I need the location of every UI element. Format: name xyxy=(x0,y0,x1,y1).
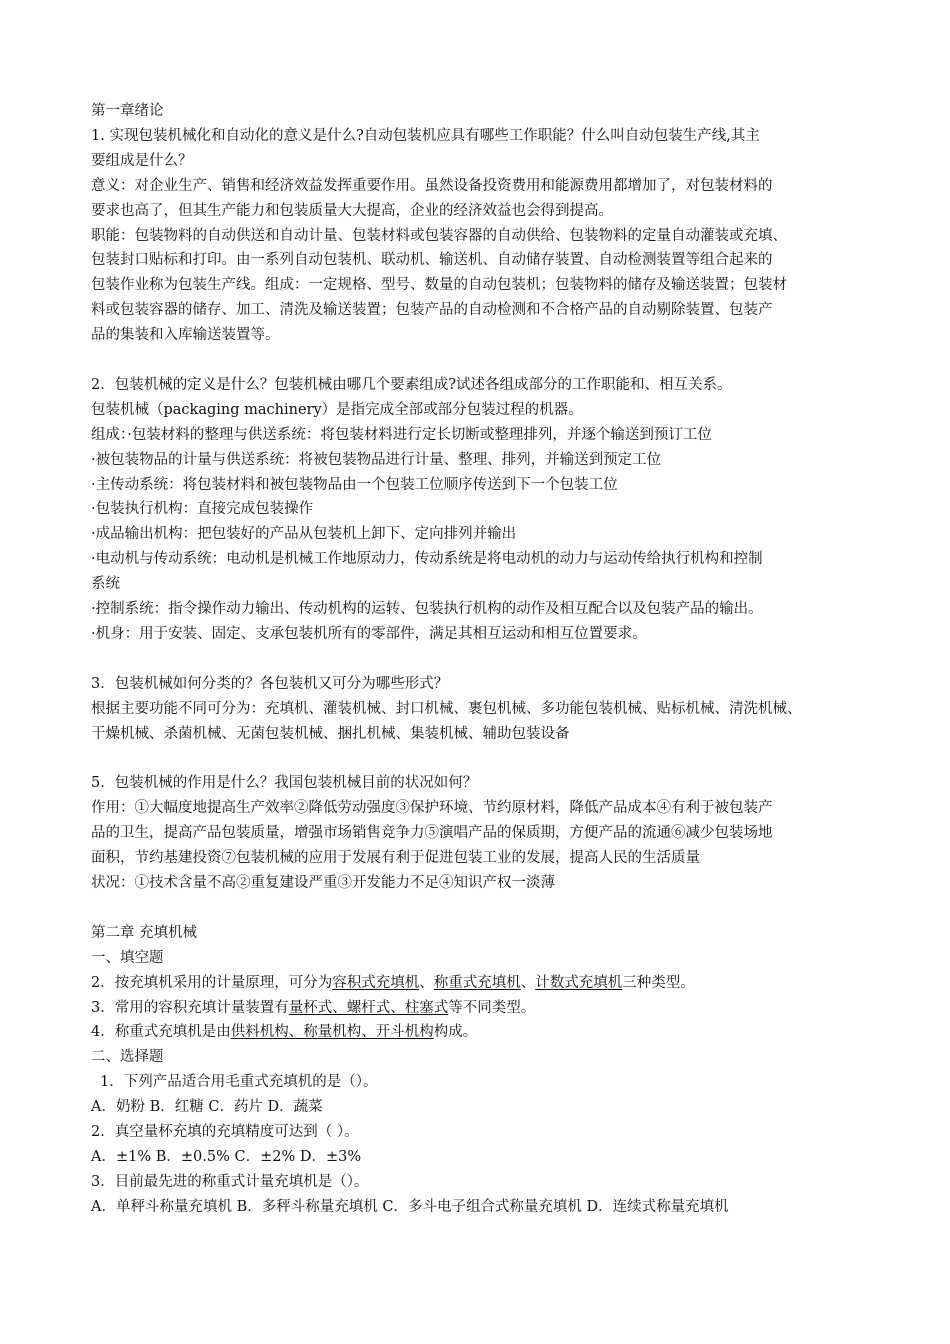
choice-options-3: A．单秤斗称量充填机 B．多秤斗称量充填机 C．多斗电子组合式称量充填机 D．连续式称量充填机 xyxy=(91,1198,729,1215)
fill-q3-prefix: 3．常用的容积充填计量装置有 xyxy=(91,999,289,1016)
fill-question-4 xyxy=(91,1020,870,1045)
q5-question: 5．包装机械的作用是什么？我国包装机械目前的状况如何？ xyxy=(91,775,478,792)
q1-answer-line: 品的集装和入库输送装置等。 xyxy=(91,327,280,344)
fill-q3-suffix: 等不同类型。 xyxy=(448,999,536,1016)
choice-question-2: 2．真空量杯充填的充填精度可达到（ ）。 xyxy=(91,1124,359,1141)
q2-answer-line: ·机身：用于安装、固定、支承包装机所有的零部件，满足其相互运动和相互位置要求。 xyxy=(91,626,647,643)
fill-q2-separator: 、 xyxy=(520,974,536,991)
q1-question-line: 1. 实现包装机械化和自动化的意义是什么?自动包装机应具有哪些工作职能？什么叫自动包装生产线,其主 xyxy=(91,127,760,144)
q1-answer-line: 职能：包装物料的自动供送和自动计量、包装材料或包装容器的自动供给、包装物料的定量自动灌装或充填、 xyxy=(91,227,787,244)
q5-answer-line: 面积，节约基建投资⑦包装机械的应用于发展有利于促进包装工业的发展，提高人民的生活质量 xyxy=(91,850,700,867)
fill-q2-separator: 、 xyxy=(419,974,434,991)
q1-question-line: 要组成是什么？ xyxy=(91,152,193,169)
blank-line xyxy=(91,896,870,921)
fill-q2-prefix: 2．按充填机采用的计量原理，可分为 xyxy=(91,974,333,991)
choice-options-2: A．±1% B．±0.5% C．±2% D．±3% xyxy=(91,1149,362,1165)
q2-answer-line: 组成：·包装材料的整理与供送系统：将包装材料进行定长切断或整理排列，并逐个输送到预订工位 xyxy=(91,426,712,443)
q2-answer-line: ·电动机与传动系统：电动机是机械工作地原动力，传动系统是将电动机的动力与运动传给执行机构和控制 xyxy=(91,551,763,568)
q3-answer-line: 干燥机械、杀菌机械、无菌包装机械、捆扎机械、集装机械、辅助包装设备 xyxy=(91,725,570,742)
q5-answer-line: 品的卫生，提高产品包装质量，增强市场销售竞争力⑤演唱产品的保质期，方便产品的流通⑥减少包装场地 xyxy=(91,825,773,842)
fill-q2-answer-2: 称重式充填机 xyxy=(433,974,521,991)
fill-q3-answer: 量杯式、螺杆式、柱塞式 xyxy=(288,999,449,1016)
choice-question-1: 1．下列产品适合用毛重式充填机的是（）。 xyxy=(100,1074,378,1091)
q2-answer-line: 系统 xyxy=(91,576,120,593)
q1-answer-line: 料或包装容器的储存、加工、清洗及输送装置；包装产品的自动检测和不合格产品的自动剔除装置、包装产 xyxy=(91,302,773,319)
blank-line xyxy=(91,348,870,373)
chapter2-title: 第二章 充填机械 xyxy=(91,924,198,941)
fill-question-3 xyxy=(91,996,870,1021)
choice-heading: 二、选择题 xyxy=(91,1049,164,1066)
fill-in-heading: 一、填空题 xyxy=(91,949,164,966)
blank-line xyxy=(91,747,870,772)
q2-answer-line: ·成品输出机构：把包装好的产品从包装机上卸下、定向排列并输出 xyxy=(91,526,517,543)
q2-answer-line: 包装机械（packaging machinery）是指完成全部或部分包装过程的机器。 xyxy=(91,401,583,418)
choice-question-3: 3．目前最先进的称重式计量充填机是（）。 xyxy=(91,1173,369,1190)
fill-q4-prefix: 4．称重式充填机是由 xyxy=(91,1024,231,1041)
q3-answer-line: 根据主要功能不同可分为：充填机、灌装机械、封口机械、裹包机械、多功能包装机械、贴标机械、清洗机械、 xyxy=(91,700,802,717)
fill-q4-answer: 供料机构、称量机构、开斗机构 xyxy=(230,1024,434,1041)
fill-q2-answer-1: 容积式充填机 xyxy=(332,974,420,991)
q5-answer-line: 作用：①大幅度地提高生产效率②降低劳动强度③保护环境、节约原材料，降低产品成本④有利于被包装产 xyxy=(91,800,773,817)
blank-line xyxy=(91,647,870,672)
fill-q4-suffix: 构成。 xyxy=(433,1024,478,1041)
chapter1-title: 第一章绪论 xyxy=(91,103,164,119)
choice-options-1: A．奶粉 B．红糖 C．药片 D．蔬菜 xyxy=(91,1099,323,1116)
fill-q2-answer-3: 计数式充填机 xyxy=(535,974,623,991)
q2-answer-line: ·控制系统：指令操作动力输出、传动机构的运转、包装执行机构的动作及相互配合以及包装产品的输出。 xyxy=(91,601,763,618)
q3-question: 3．包装机械如何分类的？各包装机又可分为哪些形式？ xyxy=(91,675,449,692)
q1-answer-line: 包装作业称为包装生产线。组成：一定规格、型号、数量的自动包装机；包装物料的储存及输送装置；包装材 xyxy=(91,277,787,294)
q2-answer-line: ·主传动系统：将包装材料和被包装物品由一个包装工位顺序传送到下一个包装工位 xyxy=(91,476,618,493)
q1-answer-line: 意义：对企业生产、销售和经济效益发挥重要作用。虽然设备投资费用和能源费用都增加了，对包装材料的 xyxy=(91,177,773,194)
q5-answer-line: 状况：①技术含量不高②重复建设严重③开发能力不足④知识产权一淡薄 xyxy=(91,875,555,892)
fill-question-2 xyxy=(91,971,870,996)
fill-q2-suffix: 三种类型。 xyxy=(622,974,695,991)
q2-question: 2．包装机械的定义是什么？包装机械由哪几个要素组成?试述各组成部分的工作职能和、相互关系。 xyxy=(91,376,732,393)
q2-answer-line: ·被包装物品的计量与供送系统：将被包装物品进行计量、整理、排列，并输送到预定工位 xyxy=(91,451,662,468)
q1-answer-line: 要求也高了，但其生产能力和包装质量大大提高，企业的经济效益也会得到提高。 xyxy=(91,202,613,219)
q1-answer-line: 包装封口贴标和打印。由一系列自动包装机、联动机、输送机、自动储存装置、自动检测装置等组合起来的 xyxy=(91,252,773,269)
q2-answer-line: ·包装执行机构：直接完成包装操作 xyxy=(91,501,314,518)
